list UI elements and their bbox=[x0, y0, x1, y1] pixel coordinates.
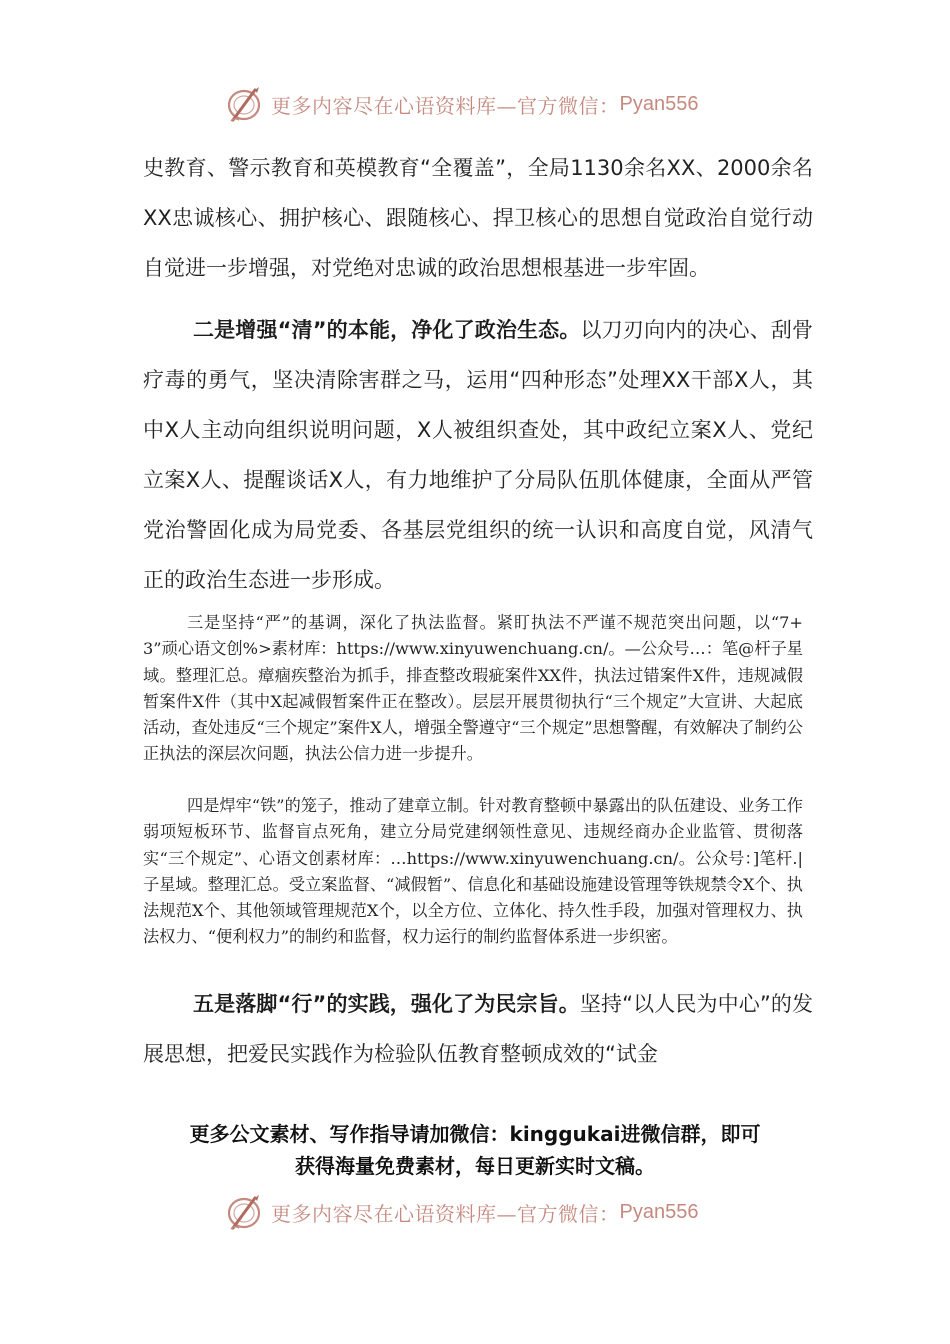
paragraph-4: 四是焊牢“铁”的笼子，推动了建章立制。针对教育整顿中暴露出的队伍建设、业务工作弱项短板环节、监督盲点死角，建立分局党建纲领性意见、违规经商办企业监管、贯彻落实“三个规定”、心语文创素材库：…https://www.xinyuwenchuang.cn/。公众号：]笔杆.|子星域。整理汇总。受立案监督、“减假暂”、信息化和基础设施建设管理等铁规禁令X个、执法规范X个、其他领域管理规范X个，以全方位、立体化、持久性手段，加强对管理权力、执法权力、“便利权力”的制约和监督，权力运行的制约监督体系进一步织密。 bbox=[143, 796, 803, 947]
paragraph-5 bbox=[143, 979, 813, 1079]
paragraph-5-lead: 五是落脚“行”的实践，强化了为民宗旨。 bbox=[193, 992, 580, 1016]
watermark-handle: Pyan556 bbox=[619, 92, 699, 115]
paragraph-2-lead: 二是增强“清”的本能，净化了政治生态。 bbox=[193, 318, 581, 342]
header-watermark bbox=[225, 82, 745, 126]
pen-logo-icon bbox=[225, 1192, 265, 1232]
watermark-handle: Pyan556 bbox=[619, 1200, 699, 1223]
paragraph-2-body: 以刀刃向内的决心、刮骨疗毒的勇气，坚决清除害群之马，运用“四种形态”处理XX干部X人，其中X人主动向组织说明问题，X人被组织查处，其中政纪立案X人、党纪立案X人、提醒谈话X人，有力地维护了分局队伍肌体健康，全面从严管党治警固化成为局党委、各基层党组织的统一认识和高度自觉，风清气正的政治生态进一步形成。 bbox=[143, 318, 813, 592]
watermark-text: 更多内容尽在心语资料库—官方微信： bbox=[271, 1201, 620, 1226]
paragraph-2 bbox=[143, 305, 813, 605]
promo-line-2: 获得海量免费素材，每日更新实时文稿。 bbox=[295, 1154, 655, 1178]
promo-note bbox=[130, 1118, 820, 1182]
paragraph-5-body: 坚持“以人民为中心”的发展思想，把爱民实践作为检验队伍教育整顿成效的“试金 bbox=[143, 992, 813, 1066]
paragraph-1: 史教育、警示教育和英模教育“全覆盖”，全局1130余名XX、2000余名XX忠诚核心、拥护核心、跟随核心、捍卫核心的思想自觉政治自觉行动自觉进一步增强，对党绝对忠诚的政治思想根基进一步牢固。 bbox=[143, 156, 813, 280]
pen-logo-icon bbox=[225, 84, 265, 124]
paragraph-3: 三是坚持“严”的基调，深化了执法监督。紧盯执法不严谨不规范突出问题，以“7+3”顽心语文创%>素材库：https://www.xinyuwenchuang.cn/。—公众号…：笔@杆子星域。整理汇总。瘴痼疾整治为抓手，排查整改瑕疵案件XX件，执法过错案件X件，违规减假暂案件X件（其中X起减假暂案件正在整改）。层层开展贯彻执行“三个规定”大宣讲、大起底活动，查处违反“三个规定”案件X人，增强全警遵守“三个规定”思想警醒，有效解决了制约公正执法的深层次问题，执法公信力进一步提升。 bbox=[143, 613, 803, 764]
footer-watermark bbox=[225, 1190, 745, 1234]
promo-line-1: 更多公文素材、写作指导请加微信：kinggukai进微信群，即可 bbox=[189, 1122, 761, 1146]
watermark-text: 更多内容尽在心语资料库—官方微信： bbox=[271, 93, 620, 118]
